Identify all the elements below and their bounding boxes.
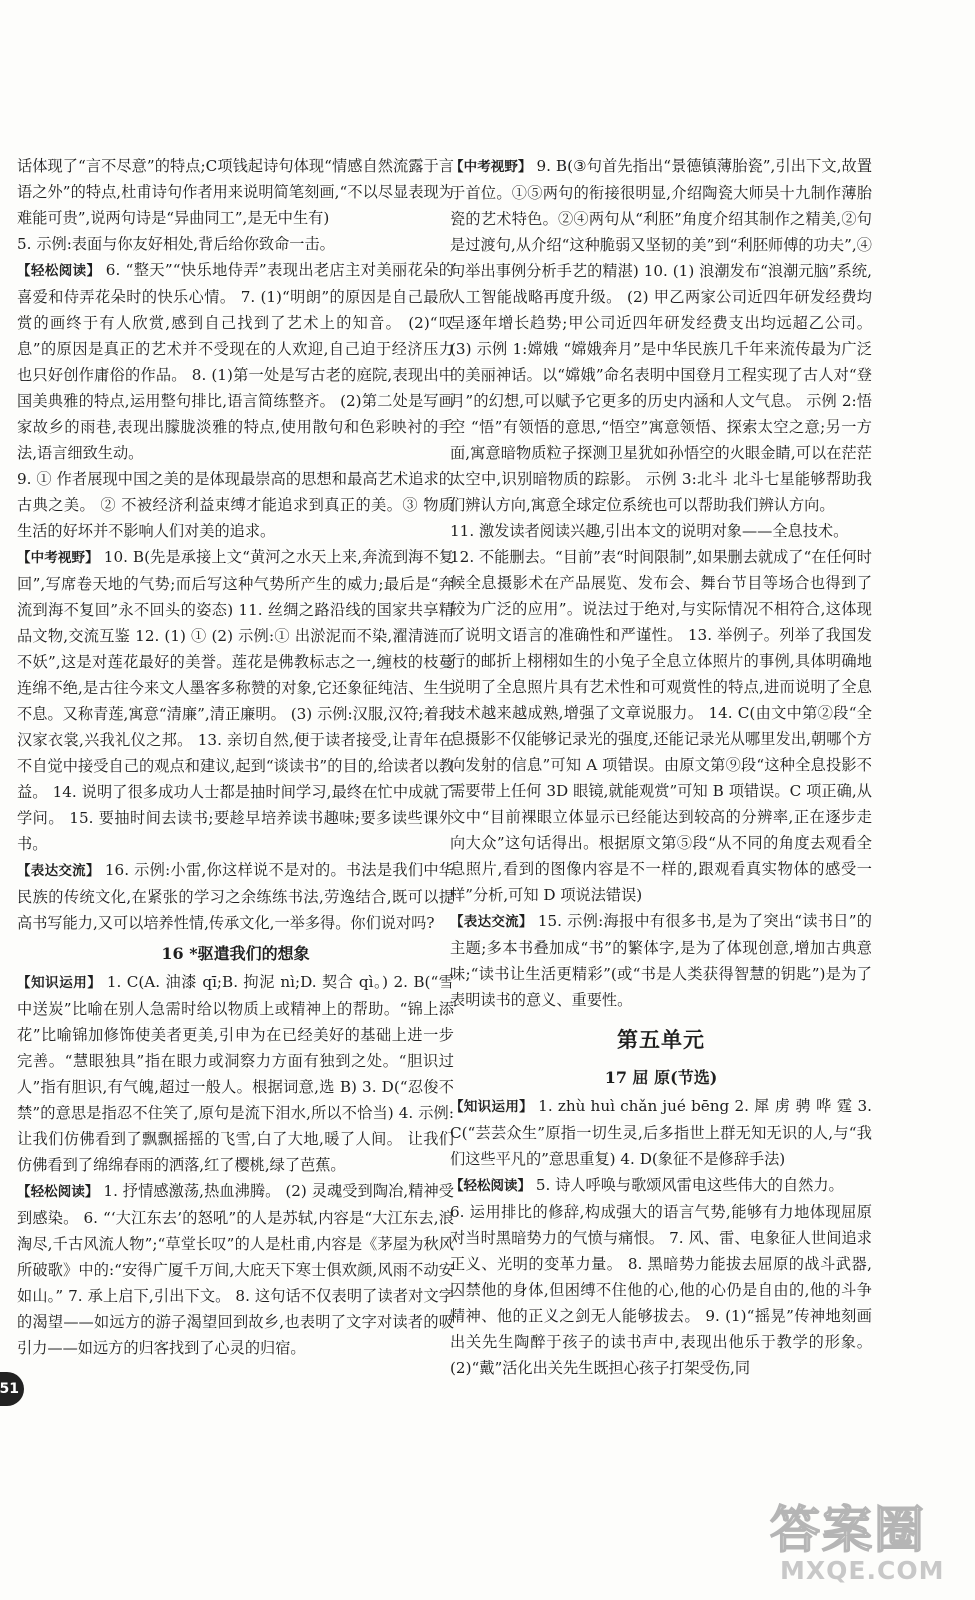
answer-paragraph: 【知识运用】 1. C(A. 油漆 qī;B. 拘泥 nì;D. 契合 qì。) 2. B(“雪中送炭”比喻在别人急需时给以物质上或精神上的帮助。“锦上添花”比喻锦加修饰使美者更美,引申为在已经美好的基础上进一步完善。“慧眼独具”指在眼力或洞察力方面有独到之处。“胆识过人”指有胆识,有气魄,超过一般人。根据词意,选 B) 3. D(“忍俊不禁”的意思是指忍不住笑了,原句是流下泪水,所以不恰当) 4. 示例:让我们仿佛看到了飘飘摇摇的飞雪,白了大地,暖了人间。 让我们仿佛看到了绵绵春雨的洒落,红了樱桃,绿了芭蕉。 [17, 973, 454, 1174]
page-number: 51 [0, 1381, 19, 1397]
section-tag: 【中考视野】 [17, 550, 99, 566]
lesson-title: 16 *驱遣我们的想象 [161, 944, 310, 963]
section-tag: 【轻松阅读】 [17, 1184, 99, 1200]
unit-title: 第五单元 [617, 1027, 705, 1052]
answer-paragraph: 【表达交流】 15. 示例:海报中有很多书,是为了突出“读书日”的主题;多本书叠加成“书”的繁体字,是为了体现创意,增加古典意味;“读书让生活更精彩”(或“书是人类获得智慧的钥匙”)是为了表明读书的意义、重要性。 [450, 912, 872, 1009]
section-tag: 【轻松阅读】 [17, 263, 101, 279]
right-answers-block-2 [450, 1093, 872, 1381]
answer-paragraph: 【轻松阅读】 5. 诗人呼唤与歌颂风雷电这些伟大的自然力。 [450, 1176, 844, 1194]
watermark-url: MXQE.COM [780, 1556, 945, 1585]
section-tag: 【知识运用】 [450, 1099, 534, 1115]
section-tag: 【表达交流】 [450, 914, 533, 930]
left-answers-block-2 [17, 969, 454, 1361]
answer-paragraph: 6. 运用排比的修辞,构成强大的语言气势,能够有力地体现屈原对当时黑暗势力的气愤与痛恨。 7. 风、雷、电象征人世间追求正义、光明的变革力量。 8. 黑暗势力能拔去屈原的战斗武器,囚禁他的身体,但困缚不住他的心,他的心仍是自由的,他的斗争精神、他的正义之剑无人能够拔去。 9. (1)“摇晃”传神地刻画出关先生陶醉于孩子的读书声中,表现出他乐于教学的形象。 (2)“戴”活化出关先生既担心孩子打架受伤,同 [450, 1203, 872, 1377]
answer-paragraph: 【轻松阅读】 6. “整天”“快乐地侍弄”表现出老店主对美丽花朵的喜爱和侍弄花朵时的快乐心情。 7. (1)“明朗”的原因是自己最欣赏的画终于有人欣赏,感到自己找到了艺术上的知音。 (2)“叹息”的原因是真正的艺术并不受现在的人欢迎,自己迫于经济压力也只好创作庸俗的作品。 8. (1)第一处是写古老的庭院,表现出中国美典雅的特点,运用整句排比,语言简练整齐。 (2)第二处是写画家故乡的雨巷,表现出朦胧淡雅的特点,使用散句和色彩映衬的手法,语言细致生动。 [17, 261, 454, 462]
section-tag: 【表达交流】 [17, 863, 100, 879]
answer-paragraph: 【轻松阅读】 1. 抒情感激荡,热血沸腾。 (2) 灵魂受到陶冶,精神受到感染。 6. “‘大江东去’的怒吼”的人是苏轼,内容是“大江东去,浪淘尽,千古风流人物”;“草堂长叹”的人是杜甫,内容是《茅屋为秋风所破歌》中的:“安得广厦千万间,大庇天下寒士俱欢颜,风雨不动安如山。” 7. 承上启下,引出下文。 8. 这句话不仅表明了读者对文字的渴望——如远方的游子渴望回到故乡,也表明了文字对读者的吸引力——如远方的归客找到了心灵的归宿。 [17, 1182, 454, 1357]
answer-paragraph: 【知识运用】 1. zhù huì chǎn jué bēng 2. 犀 虏 骋 哗 霆 3. C(“芸芸众生”原指一切生灵,后多指世上群无知无识的人,与“我们这些平凡的”意思重复) 4. D(象征不是修辞手法) [450, 1097, 873, 1168]
lesson-title: 17 屈 原(节选) [604, 1068, 718, 1087]
answer-paragraph: 【中考视野】 9. B(③句首先指出“景德镇薄胎瓷”,引出下文,故置于首位。①⑤两句的衔接很明显,介绍陶瓷大师吴十九制作薄胎瓷的艺术特色。②④两句从“利胚”角度介绍其制作之精美,②句是过渡句,从介绍“这种脆弱又坚韧的美”到“利胚师傅的功夫”,④句举出事例分析手艺的精湛) 10. (1) 浪潮发布“浪潮元脑”系统,人工智能战略再度升级。 (2) 甲乙两家公司近四年研发经费均呈逐年增长趋势;甲公司近四年研发经费支出均远超乙公司。 (3) 示例 1:嫦娥 “嫦娥奔月”是中华民族几千年来流传最为广泛的美丽神话。以“嫦娥”命名表明中国登月工程实现了古人对“登月”的幻想,可以赋予它更多的历史内涵和人文气息。 示例 2:悟空 “悟”有领悟的意思,“悟空”寓意领悟、探索太空之意;另一方面,寓意暗物质粒子探测卫星犹如孙悟空的火眼金睛,可以在茫茫太空中,识别暗物质的踪影。 示例 3:北斗 北斗七星能够帮助我们辨认方向,寓意全球定位系统也可以帮助我们辨认方向。 [450, 157, 873, 514]
answer-paragraph: 话体现了“言不尽意”的特点;C项钱起诗句体现“情感自然流露于言语之外”的特点,杜甫诗句作者用来说明简笔刻画,“不以尽显表现为难能可贵”,说两句诗是“异曲同工”,是无中生有) [17, 157, 454, 227]
right-column [450, 153, 872, 1381]
section-tag: 【知识运用】 [17, 975, 102, 991]
right-answers-block [450, 153, 872, 1013]
answer-paragraph: 9. ① 作者展现中国之美的是体现最崇高的思想和最高艺术追求的古典之美。 ② 不被经济利益束缚才能追求到真正的美。③ 物质生活的好坏并不影响人们对美的追求。 [17, 470, 454, 540]
watermark-logo-text: 答案圈 [770, 1501, 926, 1559]
answer-paragraph: 5. 示例:表面与你友好相处,背后给你致命一击。 [17, 235, 335, 253]
watermark [760, 1490, 965, 1595]
answer-paragraph: 12. 不能删去。“目前”表“时间限制”,如果删去就成了“在任何时候全息摄影术在产品展览、发布会、舞台节目等场合也得到了较为广泛的应用”。说法过于绝对,与实际情况不相符合,这体现了说明文语言的准确性和严谨性。 13. 举例子。列举了我国发行的邮折上栩栩如生的小兔子全息立体照片的事例,具体明确地说明了全息照片具有艺术性和可观赏性的特点,进而说明了全息技术越来越成熟,增强了文章说服力。 14. C(由文中第②段“全息摄影不仅能够记录光的强度,还能记录光从哪里发出,朝哪个方向发射的信息”可知 A 项错误。由原文第⑨段“这种全息投影不需要带上任何 3D 眼镜,就能观赏”可知 B 项错误。C 项正确,从文中“目前裸眼立体显示已经能达到较高的分辨率,正在逐步走向大众”这句话得出。根据原文第⑤段“从不同的角度去观看全息照片,看到的图像内容是不一样的,跟观看真实物体的感受一样”分析,可知 D 项说法错误) [450, 548, 872, 904]
section-tag: 【中考视野】 [450, 159, 532, 175]
page-number-badge [0, 1372, 24, 1406]
answer-paragraph: 11. 激发读者阅读兴趣,引出本文的说明对象——全息技术。 [450, 522, 849, 540]
section-tag: 【轻松阅读】 [450, 1178, 531, 1194]
answer-paragraph: 【表达交流】 16. 示例:小雷,你这样说不是对的。书法是我们中华民族的传统文化,在紧张的学习之余练练书法,劳逸结合,既可以提高书写能力,又可以培养性情,传承文化,一举多得。你们说对吗? [17, 861, 454, 932]
left-answers-block [17, 153, 454, 936]
left-column [17, 153, 454, 1361]
answer-paragraph: 【中考视野】 10. B(先是承接上文“黄河之水天上来,奔流到海不复回”,写席卷天地的气势;而后写这种气势所产生的威力;最后是“奔流到海不复回”永不回头的姿态) 11. 丝绸之路沿线的国家共享精品文物,交流互鉴 12. (1) ① (2) 示例:① 出淤泥而不染,濯清涟而不妖”,这是对莲花最好的美誉。莲花是佛教标志之一,缠枝的枝蔓连绵不绝,是古往今来文人墨客多称赞的对象,它还象征纯洁、生生不息。又称青莲,寓意“清廉”,清正廉明。 (3) 示例:汉服,汉符;着我汉家衣裳,兴我礼仪之邦。 13. 亲切自然,便于读者接受,让青年在不自觉中接受自己的观点和建议,起到“谈读书”的目的,给读者以教益。 14. 说明了很多成功人士都是抽时间学习,最终在忙中成就了学问。 15. 要抽时间去读书;要趁早培养读书趣味;要多读些课外书。 [17, 548, 454, 853]
